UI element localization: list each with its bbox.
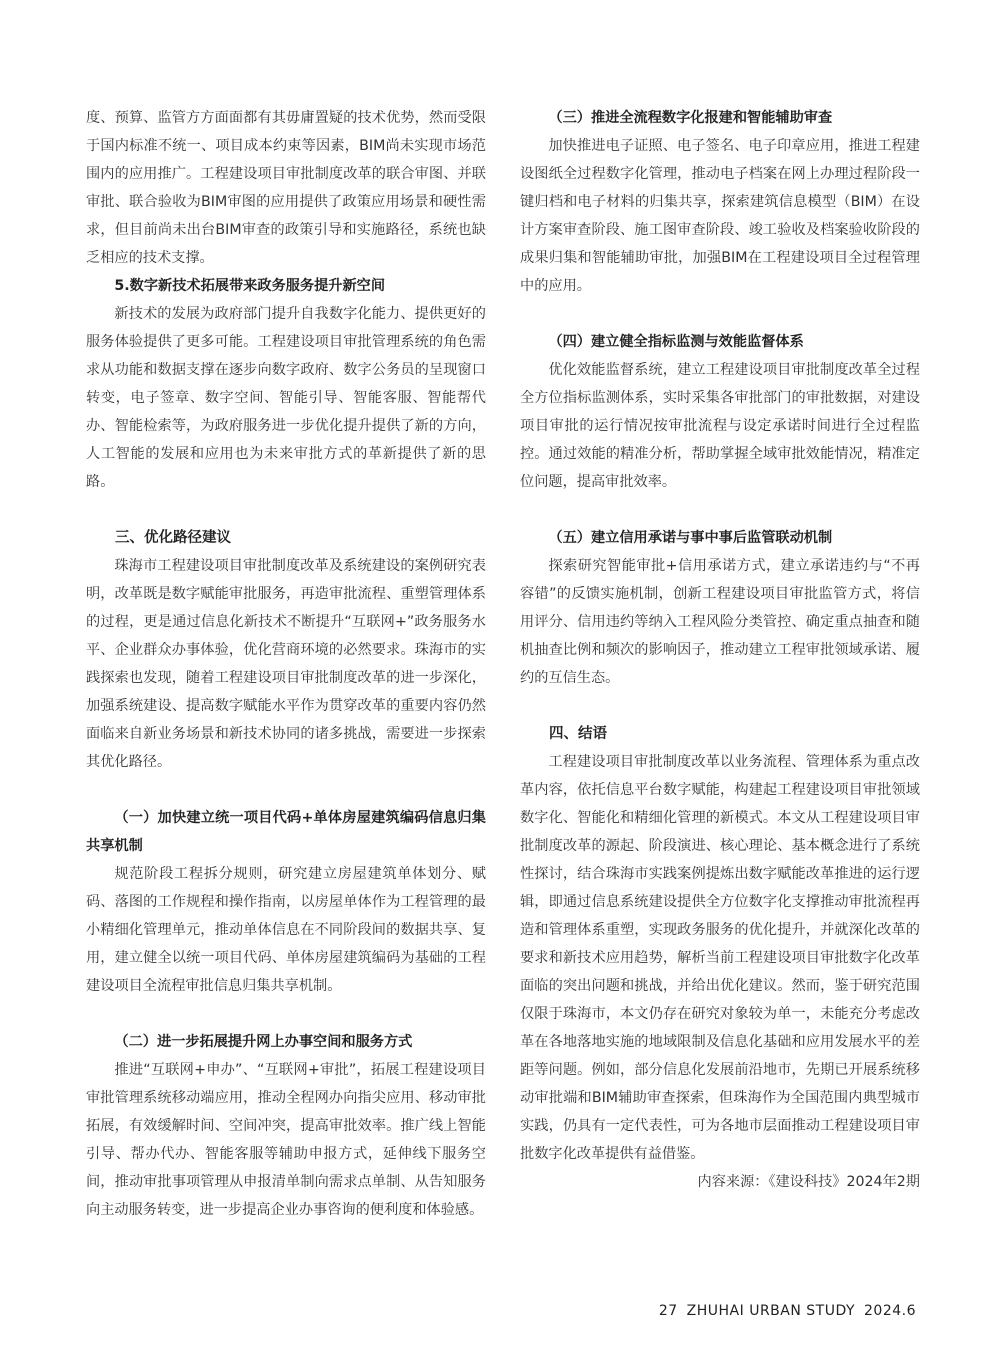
section-heading: 四、结语 [549, 726, 607, 742]
page-number: 27 [658, 1303, 678, 1319]
page-footer [659, 1303, 920, 1319]
paragraph: 度、预算、监管方方面面都有其毋庸置疑的技术优势，然而受限于国内标准不统一、项目成本约束等因素，BIM尚未实现市场范围内的应用推广。工程建设项目审批制度改革的联合审图、并联审批、联合验收为BIM审图的应用提供了政策应用场景和硬性需求，但目前尚未出台BIM审查的政策引导和实施路径，系统也缺乏相应的技术支撑。 [86, 110, 486, 266]
paragraph: 推进“互联网+申办”、“互联网+审批”，拓展工程建设项目审批管理系统移动端应用，推动全程网办向指尖应用、移动审批拓展，有效缓解时间、空间冲突，提高审批效率。推广线上智能引导、帮办代办、智能客服等辅助申报方式，延伸线下服务空间，推动审批事项管理从申报清单制向需求点单制、从告知服务向主动服务转变，进一步提高企业办事咨询的便利度和体验感。 [86, 1062, 486, 1218]
paragraph: 新技术的发展为政府部门提升自我数字化能力、提供更好的服务体验提供了更多可能。工程建设项目审批管理系统的角色需求从功能和数据支撑在逐步向数字政府、数字公务员的呈现窗口转变，电子签章、数字空间、智能引导、智能客服、智能帮代办、智能检索等，为政府服务进一步优化提升提供了新的方向，人工智能的发展和应用也为未来审批方式的革新提供了新的思路。 [86, 306, 486, 490]
subsection-heading: （二）进一步拓展提升网上办事空间和服务方式 [114, 1034, 413, 1050]
journal-name: ZHUHAI URBAN STUDY [686, 1303, 856, 1319]
paragraph: 工程建设项目审批制度改革以业务流程、管理体系为重点改革内容，依托信息平台数字赋能，构建起工程建设项目审批领域数字化、智能化和精细化管理的新模式。本文从工程建设项目审批制度改革的源起、阶段演进、核心理论、基本概念进行了系统性探讨，结合珠海市实践案例提炼出数字赋能改革推进的运行逻辑，即通过信息系统建设提供全方位数字化支撑推动审批流程再造和管理体系重塑，实现政务服务的优化提升，并就深化改革的要求和新技术应用趋势，解析当前工程建设项目审批数字化改革面临的突出问题和挑战，并给出优化建议。然而，鉴于研究范围仅限于珠海市，本文仍存在研究对象较为单一，未能充分考虑改革在各地落地实施的地域限制及信息化基础和应用发展水平的差距等问题。例如，部分信息化发展前沿地市，先期已开展系统移动审批端和BIM辅助审查探索，但珠海作为全国范围内典型城市实践，仍具有一定代表性，可为各地市层面推动工程建设项目审批数字化改革提供有益借鉴。 [520, 754, 920, 1162]
paragraph: 加快推进电子证照、电子签名、电子印章应用，推进工程建设图纸全过程数字化管理，推动电子档案在网上办理过程阶段一键归档和电子材料的归集共享，探索建筑信息模型（BIM）在设计方案审查阶段、施工图审查阶段、竣工验收及档案验收阶段的成果归集和智能辅助审批，加强BIM在工程建设项目全过程管理中的应用。 [520, 138, 920, 294]
paragraph: 规范阶段工程拆分规则，研究建立房屋建筑单体划分、赋码、落图的工作规程和操作指南，以房屋单体作为工程管理的最小精细化管理单元，推动单体信息在不同阶段间的数据共享、复用，建立健全以统一项目代码、单体房屋建筑编码为基础的工程建设项目全流程审批信息归集共享机制。 [86, 866, 486, 994]
source-citation: 内容来源：《建设科技》2024年2期 [697, 1174, 920, 1190]
paragraph: 探索研究智能审批+信用承诺方式，建立承诺违约与“不再容错”的反馈实施机制，创新工程建设项目审批监管方式，将信用评分、信用违约等纳入工程风险分类管控、确定重点抽查和随机抽查比例和频次的影响因子，推动建立工程审批领域承诺、履约的互信生态。 [520, 558, 920, 686]
subsection-heading: （一）加快建立统一项目代码+单体房屋建筑编码信息归集共享机制 [86, 810, 486, 854]
section-heading: 三、优化路径建议 [115, 530, 231, 546]
subsection-heading: （五）建立信用承诺与事中事后监管联动机制 [548, 530, 833, 546]
section-heading: 5.数字新技术拓展带来政务服务提升新空间 [114, 278, 386, 294]
subsection-heading: （三）推进全流程数字化报建和智能辅助审查 [548, 110, 833, 126]
paragraph: 珠海市工程建设项目审批制度改革及系统建设的案例研究表明，改革既是数字赋能审批服务，再造审批流程、重塑管理体系的过程，更是通过信息化新技术不断提升“互联网+”政务服务水平、企业群众办事体验，优化营商环境的必然要求。珠海市的实践探索也发现，随着工程建设项目审批制度改革的进一步深化，加强系统建设、提高数字赋能水平作为贯穿改革的重要内容仍然面临来自新业务场景和新技术协同的诸多挑战，需要进一步探索其优化路径。 [86, 558, 486, 770]
right-column [520, 104, 920, 1196]
issue-number: 2024.6 [864, 1303, 916, 1319]
left-column [86, 104, 486, 1224]
paragraph: 优化效能监督系统，建立工程建设项目审批制度改革全过程全方位指标监测体系，实时采集各审批部门的审批数据，对建设项目审批的运行情况按审批流程与设定承诺时间进行全过程监控。通过效能的精准分析，帮助掌握全域审批效能情况，精准定位问题，提高审批效率。 [520, 362, 920, 490]
subsection-heading: （四）建立健全指标监测与效能监督体系 [548, 334, 804, 350]
